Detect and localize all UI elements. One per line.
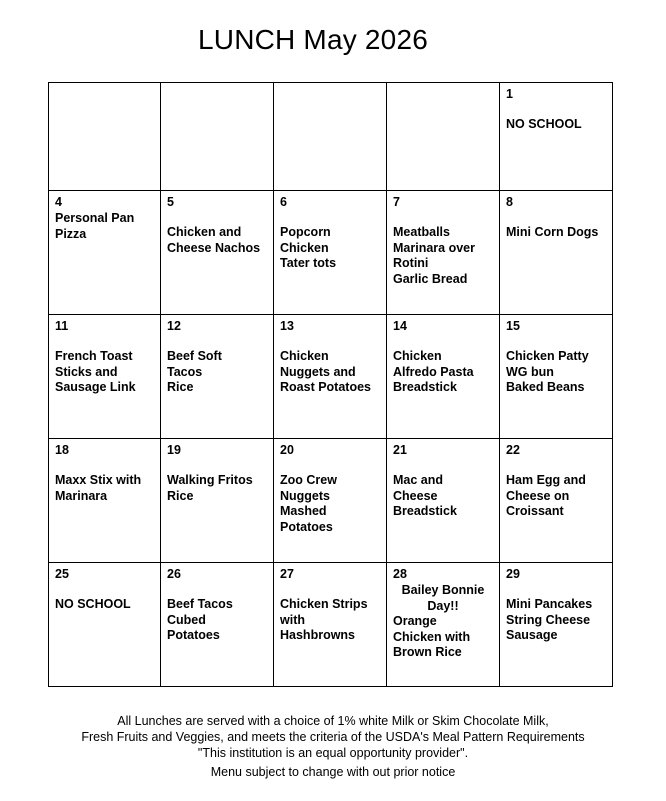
menu-item-line: Chicken [280, 349, 329, 363]
lunch-calendar [48, 82, 613, 687]
menu-item-line: Day!! [427, 598, 459, 613]
menu-item-line: Marinara [55, 488, 108, 503]
day-cell [49, 315, 161, 439]
day-cell [274, 191, 387, 315]
menu-item-line: Cubed [167, 612, 206, 627]
menu-item-line: Mini Corn Dogs [506, 225, 599, 239]
menu-item-line: Maxx Stix with [55, 473, 142, 487]
menu-item-line: with [280, 612, 305, 627]
day-cell [274, 563, 387, 687]
day-cell [161, 191, 274, 315]
menu-item-line: Sausage [506, 628, 558, 642]
day-number: 13 [280, 319, 294, 333]
menu-item-line: Alfredo Pasta [393, 364, 474, 379]
empty-day-cell [161, 83, 274, 191]
menu-item-line: Hashbrowns [280, 628, 356, 642]
day-number: 7 [393, 195, 400, 209]
day-number: 28 [393, 567, 407, 581]
menu-item-line: Chicken Strips [280, 597, 368, 611]
menu-item-line: NO SCHOOL [55, 597, 131, 611]
day-number: 4 [55, 195, 62, 209]
menu-item-line: Meatballs [393, 225, 450, 239]
calendar-week-row [49, 191, 613, 315]
menu-item-line: Chicken [280, 240, 329, 255]
day-number: 22 [506, 443, 520, 457]
empty-day-cell [49, 83, 161, 191]
menu-item-line: Rotini [393, 256, 429, 270]
day-number: 19 [167, 443, 181, 457]
menu-item-line: Garlic Bread [393, 271, 468, 286]
day-number: 12 [167, 319, 181, 333]
menu-item-line: String Cheese [506, 612, 591, 627]
day-number: 14 [393, 319, 407, 333]
empty-day-cell [274, 83, 387, 191]
day-cell [387, 191, 500, 315]
day-cell [387, 563, 500, 687]
day-number: 26 [167, 567, 181, 581]
menu-item-line: NO SCHOOL [506, 117, 582, 131]
day-cell [500, 439, 613, 563]
menu-item-line: Brown Rice [393, 645, 462, 659]
menu-item-line: Rice [167, 488, 194, 503]
page-title: LUNCH May 2026 [198, 24, 428, 55]
menu-item-line: Mashed [280, 504, 327, 518]
day-number: 11 [55, 319, 69, 333]
menu-item-line: Potatoes [167, 628, 220, 642]
day-cell [387, 315, 500, 439]
menu-item-line: Marinara over [393, 240, 475, 255]
menu-item-line: Croissant [506, 504, 564, 518]
day-cell [274, 315, 387, 439]
menu-item-line: Popcorn [280, 225, 331, 239]
day-number: 21 [393, 443, 407, 457]
menu-item-line: Cheese on [506, 488, 570, 503]
menu-item-line: Sausage Link [55, 380, 136, 394]
menu-item-line: Cheese [393, 488, 438, 503]
menu-item-line: Tater tots [280, 256, 337, 270]
menu-item-line: Walking Fritos [167, 473, 253, 487]
menu-item-line: Roast Potatoes [280, 380, 371, 394]
day-number: 6 [280, 195, 287, 209]
menu-item-line: Nuggets and [280, 364, 356, 379]
calendar-week-row [49, 83, 613, 191]
calendar-week-row [49, 315, 613, 439]
day-cell [500, 83, 613, 191]
footer-notice [0, 713, 666, 780]
menu-item-line: Zoo Crew [280, 473, 337, 487]
menu-item-line: Beef Soft [167, 349, 222, 363]
day-cell [49, 563, 161, 687]
day-cell [161, 439, 274, 563]
menu-item-line: Nuggets [280, 488, 330, 503]
day-cell [49, 439, 161, 563]
day-cell [500, 191, 613, 315]
empty-day-cell [387, 83, 500, 191]
menu-item-line: Cheese Nachos [167, 240, 261, 255]
menu-item-line: Tacos [167, 364, 203, 379]
menu-item-line: Orange [393, 614, 437, 628]
menu-item-line: French Toast [55, 349, 133, 363]
menu-item-line: Bailey Bonnie [401, 583, 485, 597]
menu-item-line: Pizza [55, 226, 87, 241]
day-cell [500, 563, 613, 687]
day-number: 5 [167, 195, 174, 209]
day-cell [49, 191, 161, 315]
calendar-week-row [49, 563, 613, 687]
footer-equal-opportunity-line: "This institution is an equal opportunity provider". [197, 746, 469, 760]
menu-item-line: Beef Tacos [167, 597, 233, 611]
day-number: 29 [506, 567, 520, 581]
day-cell [161, 315, 274, 439]
menu-item-line: Chicken Patty [506, 349, 589, 363]
menu-item-line: Mac and [393, 473, 444, 487]
day-cell [387, 439, 500, 563]
calendar-week-row [49, 439, 613, 563]
day-cell [274, 439, 387, 563]
day-number: 25 [55, 567, 69, 581]
menu-item-line: Rice [167, 380, 194, 394]
menu-item-line: Chicken with [393, 629, 471, 644]
day-number: 1 [506, 87, 513, 101]
footer-change-notice: Menu subject to change with out prior notice [210, 765, 456, 779]
footer-milk-line: All Lunches are served with a choice of 1% white Milk or Skim Chocolate Milk, [117, 714, 549, 728]
day-cell [500, 315, 613, 439]
menu-item-line: Sticks and [55, 364, 118, 379]
day-number: 27 [280, 567, 294, 581]
menu-item-line: Chicken [393, 349, 442, 363]
menu-item-line: Personal Pan [55, 211, 135, 225]
menu-item-line: Ham Egg and [506, 473, 586, 487]
day-cell [161, 563, 274, 687]
footer-usda-line: Fresh Fruits and Veggies, and meets the criteria of the USDA's Meal Pattern Requirements [81, 730, 585, 744]
day-number: 18 [55, 443, 69, 457]
menu-item-line: WG bun [506, 364, 554, 379]
menu-item-line: Baked Beans [506, 380, 585, 394]
day-number: 8 [506, 195, 513, 209]
day-number: 15 [506, 319, 520, 333]
menu-item-line: Potatoes [280, 519, 333, 534]
menu-item-line: Breadstick [393, 504, 457, 518]
calendar-body [49, 83, 613, 687]
menu-item-line: Chicken and [167, 225, 242, 239]
day-number: 20 [280, 443, 294, 457]
menu-item-line: Breadstick [393, 380, 457, 394]
menu-item-line: Mini Pancakes [506, 597, 593, 611]
